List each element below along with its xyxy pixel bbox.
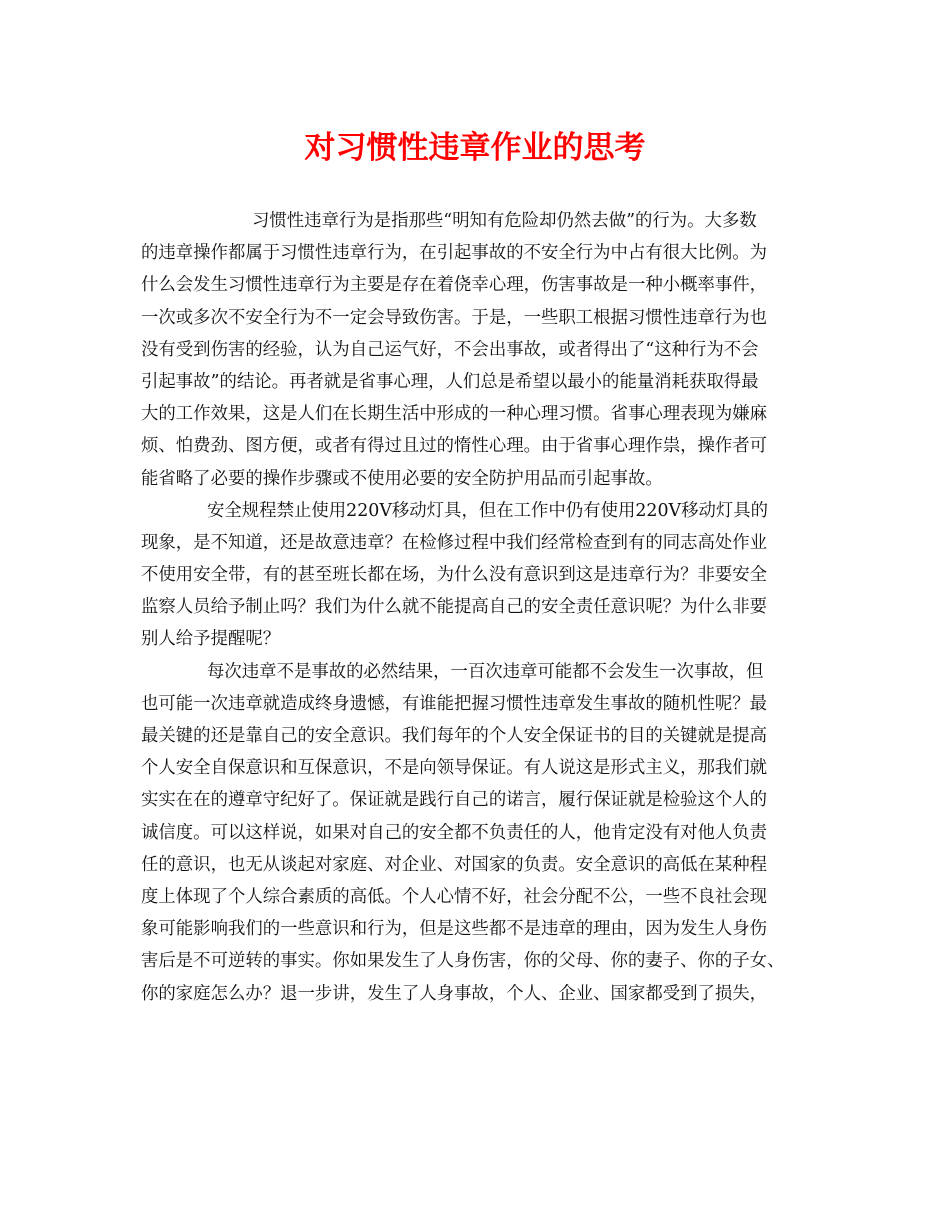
paragraph-line: 习惯性违章行为是指那些“明知有危险却仍然去做”的行为。大多数	[252, 211, 757, 231]
paragraph-line: 每次违章不是事故的必然结果，一百次违章可能都不会发生一次事故，但	[207, 661, 764, 682]
paragraph-line: 没有受到伤害的经验，认为自己运气好，不会出事故，或者得出了“这种行为不会	[141, 339, 759, 360]
paragraph-line: 任的意识，也无从谈起对家庭、对企业、对国家的负责。安全意识的高低在某种程	[141, 854, 768, 875]
paragraph-line: 不使用安全带，有的甚至班长都在场，为什么没有意识到这是违章行为？非要安全	[141, 565, 768, 586]
paragraph-line: 烦、怕费劲、图方便，或者有得过且过的惰性心理。由于省事心理作祟，操作者可	[141, 436, 768, 457]
paragraph-line: 最关键的还是靠自己的安全意识。我们每年的个人安全保证书的目的关键就是提高	[141, 726, 768, 746]
paragraph-line: 安全规程禁止使用220V移动灯具，但在工作中仍有使用220V移动灯具的	[207, 500, 769, 521]
paragraph-line: 什么会发生习惯性违章行为主要是存在着侥幸心理，伤害事故是一种小概率事件，	[141, 275, 768, 296]
paragraph-line: 现象，是不知道，还是故意违章？在检修过程中我们经常检查到有的同志高处作业	[141, 532, 768, 553]
paragraph-line: 大的工作效果，这是人们在长期生活中形成的一种心理习惯。省事心理表现为嫌麻	[141, 404, 768, 425]
paragraph-line: 度上体现了个人综合素质的高低。个人心情不好，社会分配不公，一些不良社会现	[141, 886, 768, 907]
document-title: 对习惯性违章作业的思考	[304, 130, 646, 166]
body-paragraph	[141, 205, 821, 495]
document-body	[141, 205, 821, 1010]
paragraph-line: 监察人员给予制止吗？我们为什么就不能提高自己的安全责任意识呢？为什么非要	[141, 597, 768, 618]
paragraph-line: 害后是不可逆转的事实。你如果发生了人身伤害，你的父母、你的妻子、你的子女、	[141, 951, 785, 972]
paragraph-line: 象可能影响我们的一些意识和行为，但是这些都不是违章的理由，因为发生人身伤	[141, 919, 768, 940]
body-paragraph	[141, 656, 821, 1010]
paragraph-line: 能省略了必要的操作步骤或不使用必要的安全防护用品而引起事故。	[141, 468, 663, 489]
paragraph-line: 诚信度。可以这样说，如果对自己的安全都不负责任的人，他肯定没有对他人负责	[141, 822, 768, 843]
paragraph-line: 也可能一次违章就造成终身遗憾，有谁能把握习惯性违章发生事故的随机性呢？最	[141, 693, 768, 714]
paragraph-line: 个人安全自保意识和互保意识，不是向领导保证。有人说这是形式主义，那我们就	[141, 758, 768, 779]
paragraph-line: 引起事故”的结论。再者就是省事心理，人们总是希望以最小的能量消耗获取得最	[141, 371, 759, 392]
body-paragraph	[141, 495, 821, 656]
paragraph-line: 一次或多次不安全行为不一定会导致伤害。于是，一些职工根据习惯性违章行为也	[141, 307, 768, 328]
paragraph-line: 别人给予提醒呢？	[141, 629, 281, 650]
paragraph-line: 的违章操作都属于习惯性违章行为，在引起事故的不安全行为中占有很大比例。为	[141, 243, 768, 264]
paragraph-line: 实实在在的遵章守纪好了。保证就是践行自己的诺言，履行保证就是检验这个人的	[141, 790, 768, 811]
paragraph-line: 你的家庭怎么办？退一步讲，发生了人身事故，个人、企业、国家都受到了损失，	[141, 983, 768, 1004]
